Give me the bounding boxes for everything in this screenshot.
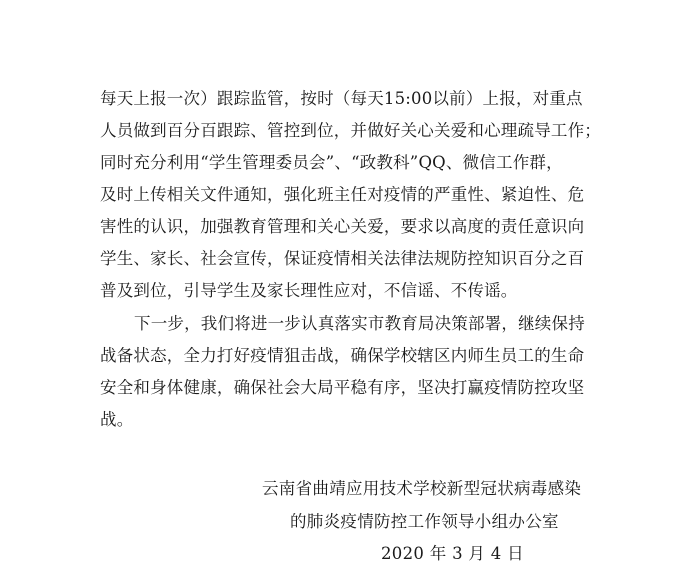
paragraph-line: 下一步，我们将进一步认真落实市教育局决策部署，继续保持	[134, 314, 585, 333]
paragraph-line: 战。	[100, 410, 134, 429]
signature-org-line-1: 云南省曲靖应用技术学校新型冠状病毒感染	[262, 479, 582, 498]
paragraph-line: 每天上报一次）跟踪监管，按时（每天15:00以前）上报，对重点	[100, 89, 583, 108]
paragraph-line: 学生、家长、社会宣传，保证疫情相关法律法规防控知识百分之百	[100, 249, 585, 268]
signature-org-line-2: 的肺炎疫情防控工作领导小组办公室	[290, 512, 559, 531]
signature-date: 2020 年 3 月 4 日	[381, 544, 524, 563]
paragraph-line: 同时充分利用“学生管理委员会”、“政教科”QQ、微信工作群，	[100, 153, 563, 172]
paragraph-line: 安全和身体健康，确保社会大局平稳有序，坚决打赢疫情防控攻坚	[100, 378, 585, 397]
paragraph-line: 战备状态，全力打好疫情狙击战，确保学校辖区内师生员工的生命	[100, 346, 585, 365]
paragraph-line: 普及到位，引导学生及家长理性应对，不信谣、不传谣。	[100, 281, 518, 300]
paragraph-line: 害性的认识，加强教育管理和关心关爱，要求以高度的责任意识向	[100, 217, 585, 236]
paragraph-line: 人员做到百分百跟踪、管控到位，并做好关心关爱和心理疏导工作；	[100, 121, 601, 140]
paragraph-line: 及时上传相关文件通知，强化班主任对疫情的严重性、紧迫性、危	[100, 185, 585, 204]
